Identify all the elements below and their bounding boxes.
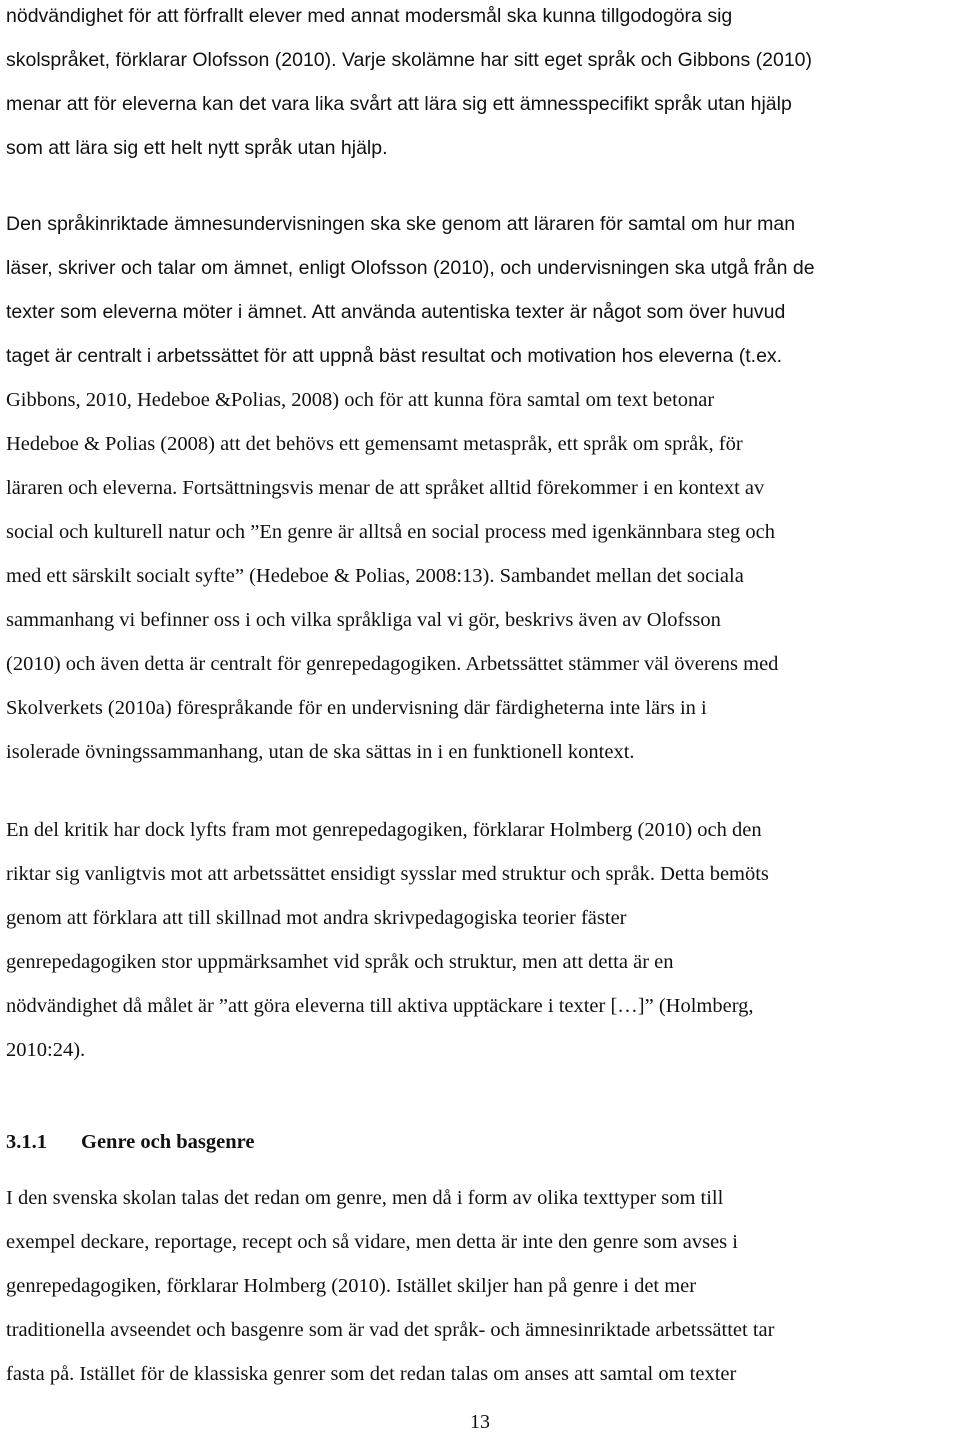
text-line: traditionella avseendet och basgenre som är vad det språk- och ämnesinriktade arbetssättet tar: [6, 1319, 775, 1341]
text-line: Skolverkets (2010a) förespråkande för en undervisning där färdigheterna inte lärs in i: [6, 697, 707, 719]
text-line: 2010:24).: [6, 1039, 86, 1061]
text-line: nödvändighet för att förfrallt elever med annat modersmål ska kunna tillgodogöra sig: [6, 5, 733, 27]
text-line: menar att för eleverna kan det vara lika svårt att lära sig ett ämnesspecifikt språk utan hjälp: [6, 93, 792, 115]
section-heading: [6, 1122, 254, 1162]
text-line: nödvändighet då målet är ”att göra eleverna till aktiva upptäckare i texter […]” (Holmberg,: [6, 995, 754, 1017]
page-number: 13: [470, 1411, 490, 1433]
paragraph-1: [6, 0, 954, 170]
text-line: (2010) och även detta är centralt för genrepedagogiken. Arbetssättet stämmer väl överens med: [6, 653, 779, 675]
text-line: sammanhang vi befinner oss i och vilka språkliga val vi gör, beskrivs även av Olofsson: [6, 609, 721, 631]
paragraph-4: [6, 1176, 954, 1396]
text-line: exempel deckare, reportage, recept och så vidare, men detta är inte den genre som avses i: [6, 1231, 738, 1253]
text-line: skolspråket, förklarar Olofsson (2010). Varje skolämne har sitt eget språk och Gibbons (2010): [6, 49, 813, 71]
text-line: med ett särskilt socialt syfte” (Hedeboe & Polias, 2008:13). Sambandet mellan det sociala: [6, 565, 744, 587]
text-line: läraren och eleverna. Fortsättningsvis menar de att språket alltid förekommer i en kontext av: [6, 477, 765, 499]
paragraph-2: [6, 202, 954, 774]
text-line: texter som eleverna möter i ämnet. Att använda autentiska texter är något som över huvud: [6, 301, 786, 323]
text-line: läser, skriver och talar om ämnet, enligt Olofsson (2010), och undervisningen ska utgå från de: [6, 257, 815, 279]
section-title: Genre och basgenre: [81, 1131, 255, 1153]
paragraph-3: [6, 808, 954, 1072]
text-line: taget är centralt i arbetssättet för att uppnå bäst resultat och motivation hos eleverna (t.ex.: [6, 345, 783, 367]
section-number: 3.1.1: [6, 1131, 47, 1153]
text-line: Hedeboe & Polias (2008) att det behövs ett gemensamt metaspråk, ett språk om språk, för: [6, 433, 743, 455]
text-line: Den språkinriktade ämnesundervisningen ska ske genom att läraren för samtal om hur man: [6, 213, 796, 235]
text-line: riktar sig vanligtvis mot att arbetssättet ensidigt sysslar med struktur och språk. Detta bemöts: [6, 863, 769, 885]
text-line: genrepedagogiken stor uppmärksamhet vid språk och struktur, men att detta är en: [6, 951, 674, 973]
text-line: isolerade övningssammanhang, utan de ska sättas in i en funktionell kontext.: [6, 741, 635, 763]
text-line: Gibbons, 2010, Hedeboe &Polias, 2008) och för att kunna föra samtal om text betonar: [6, 389, 715, 411]
text-line: social och kulturell natur och ”En genre är alltså en social process med igenkännbara steg och: [6, 521, 776, 543]
text-line: I den svenska skolan talas det redan om genre, men då i form av olika texttyper som till: [6, 1187, 724, 1209]
text-line: som att lära sig ett helt nytt språk utan hjälp.: [6, 137, 388, 159]
text-line: fasta på. Istället för de klassiska genrer som det redan talas om anses att samtal om texter: [6, 1363, 737, 1385]
text-line: genrepedagogiken, förklarar Holmberg (2010). Istället skiljer han på genre i det mer: [6, 1275, 697, 1297]
text-line: En del kritik har dock lyfts fram mot genrepedagogiken, förklarar Holmberg (2010) och den: [6, 819, 762, 841]
text-line: genom att förklara att till skillnad mot andra skrivpedagogiska teorier fäster: [6, 907, 627, 929]
